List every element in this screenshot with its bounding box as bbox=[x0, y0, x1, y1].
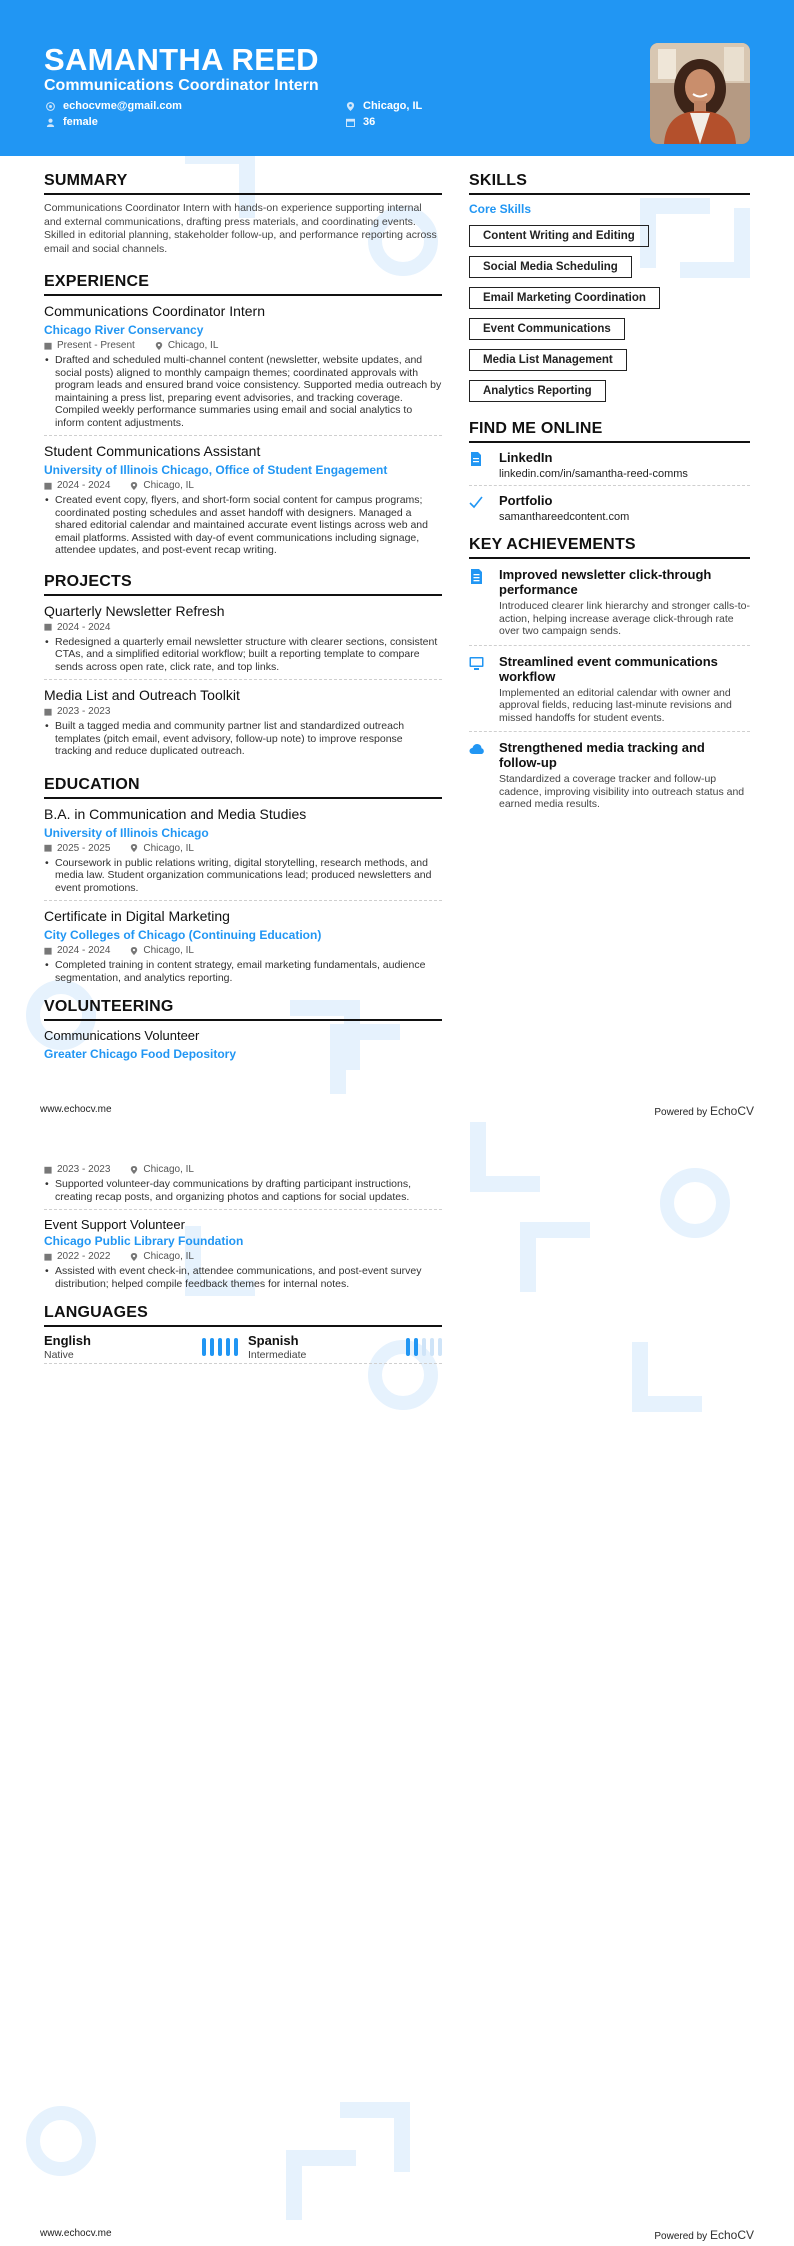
calendar-icon bbox=[44, 482, 52, 490]
entry-meta bbox=[44, 480, 442, 491]
entry-dates: Present - Present bbox=[57, 340, 135, 351]
skills-subheading: Core Skills bbox=[469, 202, 532, 216]
entry-title: Event Support Volunteer bbox=[44, 1217, 185, 1232]
entry-meta bbox=[44, 706, 442, 717]
experience-section bbox=[44, 273, 442, 563]
language-level: Native bbox=[44, 1349, 74, 1361]
volunteering-entry-continued bbox=[44, 1164, 442, 1210]
map-pin-icon bbox=[155, 342, 163, 350]
cloud-icon bbox=[469, 742, 484, 757]
entry-dates: 2022 - 2022 bbox=[57, 1251, 111, 1262]
online-link-portfolio[interactable] bbox=[469, 486, 750, 528]
achievement-title: Streamlined event communications workflow bbox=[499, 653, 718, 684]
entry-description: • Built a tagged media and community partner list and standardized outreach templates (pitch email, event advisory, follow-up note) to improve response tracking and reduce duplicated outreach. bbox=[44, 720, 442, 758]
entry-title: Media List and Outreach Toolkit bbox=[44, 687, 240, 703]
skill-tag: Analytics Reporting bbox=[469, 380, 606, 402]
language-level: Intermediate bbox=[248, 1349, 307, 1361]
age-info bbox=[346, 116, 375, 128]
link-label: Portfolio bbox=[499, 493, 553, 508]
volunteering-entry bbox=[44, 1210, 442, 1296]
achievement-title: Strengthened media tracking and follow-up bbox=[499, 740, 705, 770]
calendar-icon bbox=[44, 947, 52, 955]
achievement-description: Standardized a coverage tracker and follow-up cadence, improving visibility into outreach status and earned media results. bbox=[499, 773, 745, 810]
achievement-description: Introduced clearer link hierarchy and stronger calls-to-action, helping increase average click-through rate over two campaign sends. bbox=[499, 600, 750, 637]
language-item bbox=[248, 1333, 442, 1361]
achievement-item bbox=[469, 646, 750, 733]
entry-organization: University of Illinois Chicago bbox=[44, 825, 209, 840]
volunteering-section bbox=[44, 998, 442, 1061]
map-pin-icon bbox=[130, 1166, 138, 1174]
skills-heading: SKILLS bbox=[469, 172, 750, 195]
entry-meta bbox=[44, 945, 442, 956]
page2-left-column bbox=[44, 1164, 442, 1364]
language-proficiency-bars bbox=[406, 1338, 442, 1356]
entry-title: Quarterly Newsletter Refresh bbox=[44, 602, 225, 619]
entry-dates: 2024 - 2024 bbox=[57, 480, 111, 491]
proficiency-bar-filled bbox=[414, 1338, 418, 1356]
decorative-ring bbox=[660, 1168, 730, 1238]
language-item bbox=[44, 1333, 238, 1361]
decorative-corner bbox=[632, 1342, 702, 1412]
map-pin-icon bbox=[346, 102, 355, 111]
entry-dates: 2023 - 2023 bbox=[57, 706, 111, 717]
education-section bbox=[44, 776, 442, 991]
entry-meta bbox=[44, 843, 442, 854]
location-info bbox=[346, 100, 422, 112]
volunteering-heading: VOLUNTEERING bbox=[44, 998, 442, 1021]
entry-organization: University of Illinois Chicago, Office of Student Engagement bbox=[44, 463, 388, 477]
summary-text: Communications Coordinator Intern with hands-on experience supporting internal and external communications, drafting press materials, and coordinating events. Skilled in editorial planning, stakeholder follow-up, and performance reporting across email and social channels. bbox=[44, 202, 437, 255]
achievement-title: Improved newsletter click-through performance bbox=[499, 567, 712, 597]
monitor-icon bbox=[469, 656, 484, 671]
page-footer bbox=[40, 2228, 754, 2242]
education-entry bbox=[44, 799, 442, 902]
footer-brand[interactable]: EchoCV bbox=[709, 2228, 754, 2242]
powered-label: Powered by bbox=[654, 2231, 708, 2242]
online-heading: FIND ME ONLINE bbox=[469, 420, 750, 443]
project-entry bbox=[44, 596, 442, 681]
entry-location: Chicago, IL bbox=[167, 340, 219, 351]
decorative-ring bbox=[26, 2106, 96, 2176]
online-section bbox=[469, 420, 750, 528]
age-text: 36 bbox=[363, 116, 376, 128]
checkmark-icon bbox=[469, 495, 483, 509]
entry-dates: 2025 - 2025 bbox=[57, 842, 111, 854]
achievements-section bbox=[469, 536, 750, 818]
email-text: echocvme@gmail.com bbox=[63, 100, 182, 112]
link-url[interactable]: samanthareedcontent.com bbox=[499, 511, 630, 523]
footer-site-link[interactable]: www.echocv.me bbox=[40, 2228, 112, 2239]
resume-header bbox=[0, 0, 794, 156]
language-proficiency-bars bbox=[202, 1338, 238, 1356]
entry-organization: Greater Chicago Food Depository bbox=[44, 1047, 237, 1061]
proficiency-bar-filled bbox=[202, 1338, 206, 1356]
proficiency-bar-filled bbox=[210, 1338, 214, 1356]
entry-title: Communications Coordinator Intern bbox=[44, 303, 265, 319]
proficiency-bar-empty bbox=[438, 1338, 442, 1356]
entry-description: • Redesigned a quarterly email newsletter structure with clearer sections, consistent CTAs, and a simplified editorial workflow; built a reporting template to compare sends across open rate, click rate, and top links. bbox=[44, 636, 442, 674]
entry-location: Chicago, IL bbox=[143, 945, 194, 956]
project-entry bbox=[44, 680, 442, 764]
entry-dates: 2024 - 2024 bbox=[57, 945, 111, 956]
profile-photo bbox=[650, 43, 750, 144]
calendar-icon bbox=[346, 118, 355, 127]
languages-heading: LANGUAGES bbox=[44, 1304, 442, 1327]
decorative-corner bbox=[286, 2150, 356, 2220]
achievement-item bbox=[469, 732, 750, 818]
entry-meta bbox=[44, 1251, 442, 1262]
footer-brand[interactable]: EchoCV bbox=[709, 1104, 754, 1118]
proficiency-bar-filled bbox=[218, 1338, 222, 1356]
online-link-linkedin[interactable] bbox=[469, 443, 750, 486]
entry-location: Chicago, IL bbox=[143, 480, 194, 491]
map-pin-icon bbox=[130, 1253, 138, 1261]
calendar-icon bbox=[44, 1166, 52, 1174]
entry-location: Chicago, IL bbox=[143, 1251, 194, 1262]
entry-meta bbox=[44, 340, 442, 351]
proficiency-bar-filled bbox=[226, 1338, 230, 1356]
skill-tag: Email Marketing Coordination bbox=[469, 287, 660, 309]
footer-site-link[interactable]: www.echocv.me bbox=[40, 1104, 112, 1115]
entry-description: • Created event copy, flyers, and short-form social content for campus programs; coordinated posting schedules and asset handoff with designers. Managed a shared editorial calendar and maintained accurate event listings across web and email platforms. Assisted with day-of event communications including signage, attendee updates, and post-event recap writing. bbox=[44, 494, 442, 557]
at-icon bbox=[46, 102, 55, 111]
map-pin-icon bbox=[130, 947, 138, 955]
proficiency-bar-filled bbox=[234, 1338, 238, 1356]
achievements-heading: KEY ACHIEVEMENTS bbox=[469, 536, 750, 559]
calendar-icon bbox=[44, 342, 52, 350]
achievement-item bbox=[469, 559, 750, 646]
entry-organization: Chicago Public Library Foundation bbox=[44, 1234, 244, 1248]
proficiency-bar-empty bbox=[430, 1338, 434, 1356]
candidate-name: SAMANTHA REED bbox=[44, 42, 319, 77]
proficiency-bar-empty bbox=[422, 1338, 426, 1356]
calendar-icon bbox=[44, 1253, 52, 1261]
page-footer bbox=[40, 1104, 754, 1118]
candidate-role: Communications Coordinator Intern bbox=[44, 77, 319, 94]
entry-description: • Coursework in public relations writing, digital storytelling, research methods, and media law. Student organization communications lead; produced newsletters and event promotions. bbox=[44, 857, 442, 895]
entry-location: Chicago, IL bbox=[143, 842, 194, 854]
education-heading: EDUCATION bbox=[44, 776, 442, 799]
summary-section bbox=[44, 172, 442, 256]
skill-tag: Content Writing and Editing bbox=[469, 225, 649, 247]
gender-info bbox=[46, 116, 98, 128]
entry-organization: Chicago River Conservancy bbox=[44, 323, 204, 337]
entry-location: Chicago, IL bbox=[143, 1164, 194, 1175]
experience-entry bbox=[44, 436, 442, 563]
decorative-corner bbox=[340, 2102, 410, 2172]
skill-tag: Media List Management bbox=[469, 349, 627, 371]
calendar-icon bbox=[44, 623, 52, 631]
languages-row bbox=[44, 1327, 442, 1364]
languages-section bbox=[44, 1304, 442, 1364]
decorative-corner bbox=[520, 1222, 590, 1292]
entry-dates: 2023 - 2023 bbox=[57, 1164, 111, 1175]
person-icon bbox=[46, 118, 55, 127]
entry-meta bbox=[44, 1164, 442, 1175]
left-column bbox=[44, 172, 442, 1061]
link-label: LinkedIn bbox=[499, 450, 553, 465]
entry-organization: City Colleges of Chicago (Continuing Education) bbox=[44, 928, 322, 942]
entry-title: Student Communications Assistant bbox=[44, 443, 261, 459]
entry-description: • Supported volunteer-day communications by drafting participant instructions, creating recap posts, and organizing photos and captions for social updates. bbox=[44, 1178, 442, 1203]
decorative-corner bbox=[470, 1122, 540, 1192]
document-icon bbox=[469, 452, 483, 466]
entry-meta bbox=[44, 622, 442, 633]
skills-list bbox=[469, 216, 750, 402]
language-name: Spanish bbox=[248, 1333, 299, 1348]
entry-title: Certificate in Digital Marketing bbox=[44, 908, 230, 924]
document-icon bbox=[469, 569, 484, 584]
email-info[interactable] bbox=[46, 100, 182, 112]
skills-section bbox=[469, 172, 750, 402]
footer-powered bbox=[654, 1104, 754, 1118]
education-entry bbox=[44, 901, 442, 990]
calendar-icon bbox=[44, 708, 52, 716]
achievement-description: Implemented an editorial calendar with owner and approval fields, reducing last-minute revisions and missed handoffs for student events. bbox=[499, 686, 732, 724]
location-text: Chicago, IL bbox=[363, 100, 423, 112]
calendar-icon bbox=[44, 844, 52, 852]
entry-description: • Drafted and scheduled multi-channel content (newsletter, website updates, and social posts) aligned to monthly campaign themes; coordinated approvals with program leads and ensured brand voice consistency. Supported media outreach by maintaining a press list, preparing event advisories, and tracking coverage. Compiled weekly performance summaries using email and social analytics to inform content adjustments. bbox=[44, 354, 442, 429]
gender-text: female bbox=[63, 116, 98, 128]
entry-dates: 2024 - 2024 bbox=[57, 621, 111, 633]
skill-tag: Event Communications bbox=[469, 318, 625, 340]
right-column bbox=[469, 172, 750, 818]
language-name: English bbox=[44, 1333, 91, 1348]
footer-powered bbox=[654, 2228, 754, 2242]
link-url[interactable]: linkedin.com/in/samantha-reed-comms bbox=[499, 468, 688, 480]
entry-description: • Completed training in content strategy, email marketing fundamentals, audience segmentation, and analytics reporting. bbox=[44, 959, 442, 984]
volunteering-entry-start bbox=[44, 1021, 442, 1061]
experience-heading: EXPERIENCE bbox=[44, 273, 442, 296]
entry-title: B.A. in Communication and Media Studies bbox=[44, 805, 307, 822]
proficiency-bar-filled bbox=[406, 1338, 410, 1356]
powered-label: Powered by bbox=[654, 1107, 708, 1118]
map-pin-icon bbox=[130, 844, 138, 852]
projects-heading: PROJECTS bbox=[44, 573, 442, 596]
experience-entry bbox=[44, 296, 442, 436]
entry-description: • Assisted with event check-in, attendee communications, and post-event survey distribution; helped compile feedback themes for internal notes. bbox=[44, 1265, 442, 1290]
entry-title: Communications Volunteer bbox=[44, 1028, 200, 1043]
projects-section bbox=[44, 573, 442, 764]
skill-tag: Social Media Scheduling bbox=[469, 256, 632, 278]
summary-heading: SUMMARY bbox=[44, 172, 442, 195]
map-pin-icon bbox=[130, 482, 138, 490]
